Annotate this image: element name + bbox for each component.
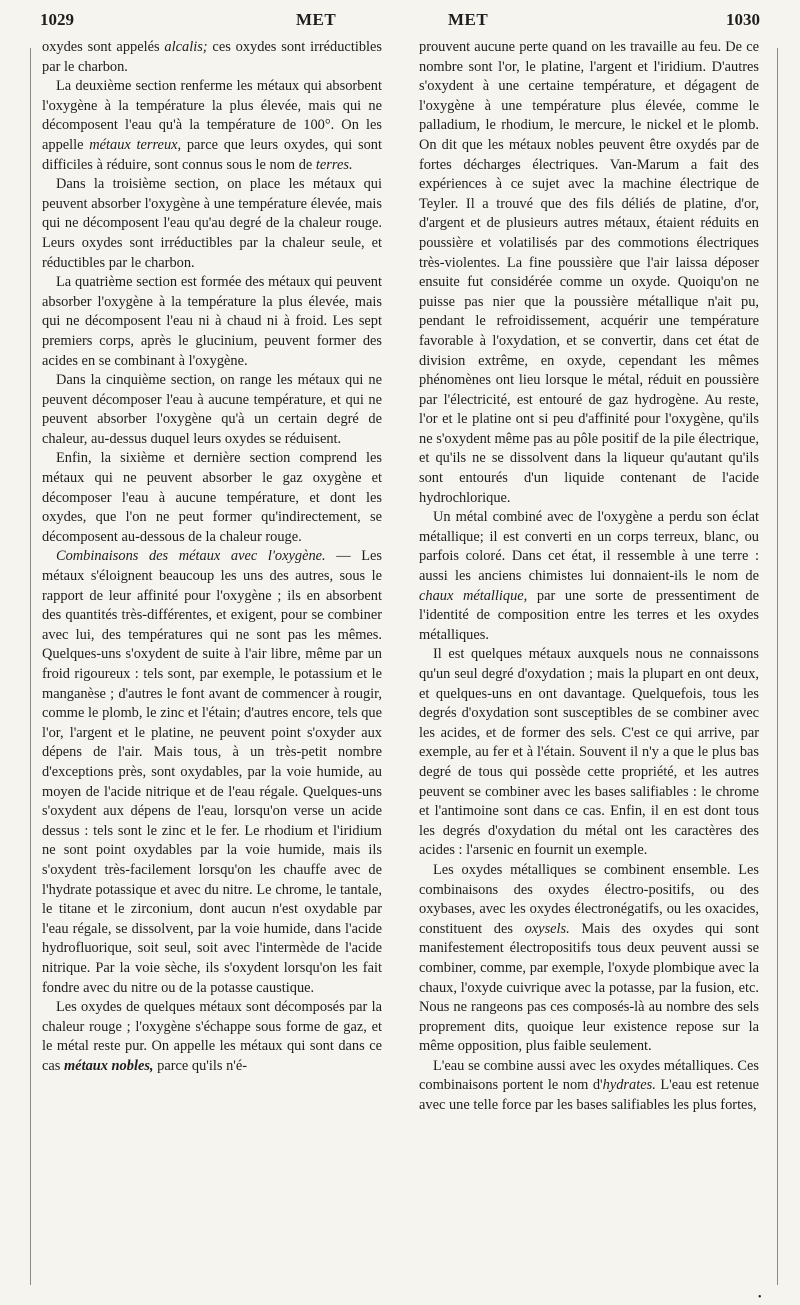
- paragraph-chaux-metallique: Un métal combiné avec de l'oxygène a perdu son éclat métallique; il est converti en un corps terreux, blanc, ou parfois coloré. Dans cet état, il ressemble à une terre : aussi les anciens chimistes lui donnaient-ils le nom de chaux métallique, par une sorte de pressentiment de l'identité de composition entre les terres et les oxydes métalliques.: [419, 509, 759, 643]
- paragraph-combinaisons: Combinaisons des métaux avec l'oxygène. — Les métaux s'éloignent beaucoup les uns des autres, sous le rapport de leur affinité pour l'oxygène ; ils en absorbent des quantités très-différentes, et exigent, pour se combiner avec lui, des températures qui ne sont pas les mêmes. Quelques-uns s'oxydent de suite à l'air libre, même par un froid rigoureux : tels sont, par exemple, le potassium et le manganèse ; d'autres le font avant de commencer à rougir, comme le plomb, le zinc et l'étain; d'autres encore, tels que l'or, l'argent et le platine, ne peuvent point s'oxyder aux dépens de l'air. Mais tous, à un très-petit nombre d'exceptions près, sont oxydables, par la voie humide, au moyen de l'acide nitrique et de l'eau régale. Quelques-uns s'oxydent aux dépens de l'eau, lorsqu'on verse un acide dessus : tels sont le zinc et le fer. Le rhodium et l'iridium ne sont point oxydables par la voie humide, mais ils s'oxydent très-facilement lorsqu'on les chauffe avec de l'hydrate potassique et avec du nitre. Le chrome, le tantale, le titane et le zirconium, dont aucun n'est oxydable par l'eau régale, se dissolvent, par la voie humide, dans l'acide hydrofluorique, soit seul, soit avec l'intermède de l'acide nitrique. Par la voie sèche, ils s'oxydent lorsqu'on les fait fondre avec du nitre ou de la potasse caustique.: [42, 548, 382, 996]
- paragraph-section-five: Dans la cinquième section, on range les métaux qui ne peuvent décomposer l'eau à aucune température, et qui ne peuvent absorber l'oxygène qu'à un certain degré de chaleur, au-dessus duquel leurs oxydes se réduisent.: [42, 372, 382, 447]
- section-heading: Combinaisons des métaux avec l'oxygène.: [56, 548, 326, 565]
- left-column: [42, 38, 382, 1076]
- right-column: [419, 38, 759, 1116]
- paragraph-section-two: La deuxième section renferme les métaux qui absorbent l'oxygène à la température la plus élevée, mais qui ne décomposent l'eau qu'à la température de 100°. On les appelle métaux terreux, parce que leurs oxydes, qui sont difficiles à réduire, sont connus sous le nom de terres.: [42, 78, 382, 173]
- paragraph-hydrates: L'eau se combine aussi avec les oxydes métalliques. Ces combinaisons portent le nom d'hydrates. L'eau est retenue avec une telle force par les bases salifiables les plus fortes,: [419, 1057, 759, 1114]
- paragraph-section-four: La quatrième section est formée des métaux qui peuvent absorber l'oxygène à la température la plus élevée, mais qui ne décomposent l'eau ni à chaud ni à froid. Les sept premiers corps, après le glucinium, peuvent former des acides en se combinant à l'oxygène.: [42, 274, 382, 369]
- page-number-left: 1029: [40, 10, 74, 29]
- left-margin-rule: [30, 48, 31, 1285]
- paragraph-section-three: Dans la troisième section, on place les métaux qui peuvent absorber l'oxygène à une température élevée, mais qui ne décomposent l'eau qu'au degré de la chaleur rouge. Leurs oxydes sont irréductibles par la chaleur seule, et réductibles par le charbon.: [42, 176, 382, 271]
- paragraph-metaux-nobles-cont: prouvent aucune perte quand on les travaille au feu. De ce nombre sont l'or, le platine, l'argent et l'iridium. D'autres s'oxydent à une certaine température, et dégagent de l'oxygène à une température plus élevée, comme le palladium, le rhodium, le mercure, le nickel et le plomb. On dit que les métaux nobles peuvent être oxydés par de fortes décharges électriques. Van-Marum a fait des expériences à ce sujet avec la machine électrique de Teyler. Il a trouvé que des fils déliés de platine, d'or, d'argent et de plusieurs autres métaux, étaient réduits en poussière et volatilisés par des commotions électriques très-violentes. La fine poussière que l'air laissa déposer ensuite fut considérée comme un oxyde. Quoiqu'on ne puisse pas nier que la poussière métallique n'ait pu, pendant le refroidissement, acquérir une température favorable à l'oxydation, et se convertir, dans cet état de division extrême, en oxyde, cependant les mêmes phénomènes ont lieu lorsque le métal, réduit en poussière par l'électricité, est entouré de gaz hydrogène. Au reste, l'or et le platine ont si peu d'affinité pour l'oxygène, qu'ils ne s'oxydent même pas au pôle positif de la pile électrique, et qu'ils ne se dissolvent dans la liqueur qu'autant qu'ils sont entourés d'un liquide contenant de l'acide hydrochlorique.: [419, 39, 759, 506]
- paragraph-metaux-nobles: Les oxydes de quelques métaux sont décomposés par la chaleur rouge ; l'oxygène s'échappe sous forme de gaz, et le métal reste pur. On appelle les métaux qui sont dans ce cas métaux nobles, parce qu'ils n'é-: [42, 999, 382, 1074]
- paragraph-degres-oxydation: Il est quelques métaux auxquels nous ne connaissons qu'un seul degré d'oxydation ; mais la plupart en ont deux, et quelques-uns en ont davantage. Quelquefois, tous les degrés d'oxydation sont susceptibles de se combiner avec les acides, et de former des sels. C'est ce qui arrive, par exemple, au fer et à l'étain. Souvent il n'y a que le plus bas degré de tous qui possède cette propriété, et les autres peuvent se combiner avec les bases salifiables : le chrome et l'antimoine sont dans ce cas. Enfin, il en est dont tous les degrés d'oxydation du métal ont les caractères des acides : l'arsenic en fournit un exemple.: [419, 646, 759, 859]
- right-margin-rule: [777, 48, 778, 1285]
- paragraph-section-six: Enfin, la sixième et dernière section comprend les métaux qui ne peuvent absorber le gaz oxygène et décomposer l'eau à aucune température, et dont les oxydes, que l'on ne peut former qu'indirectement, se décomposent au-dessous de la chaleur rouge.: [42, 450, 382, 545]
- bottom-mark: •: [758, 1292, 762, 1303]
- page-number-right: 1030: [726, 10, 760, 29]
- running-keyword-left: MET: [296, 10, 337, 29]
- paragraph-oxysels: Les oxydes métalliques se combinent ensemble. Les combinaisons des oxydes électro-positifs, ou des oxybases, avec les oxydes électronégatifs, ou les oxacides, constituent des oxysels. Mais des oxydes qui sont manifestement électropositifs tous deux peuvent aussi se combiner, comme, par exemple, l'oxyde plombique avec la chaux, l'oxyde cuivrique avec la potasse, par la fusion, etc. Nous ne rangeons pas ces composés-là au nombre des sels proprement dits, quoique leur existence repose sur la même opposition, plus faible seulement.: [419, 861, 759, 1055]
- running-head: [34, 10, 766, 36]
- paragraph-alcalis: oxydes sont appelés alcalis; ces oxydes sont irréductibles par le charbon.: [42, 39, 382, 75]
- running-keyword-right: MET: [448, 10, 489, 29]
